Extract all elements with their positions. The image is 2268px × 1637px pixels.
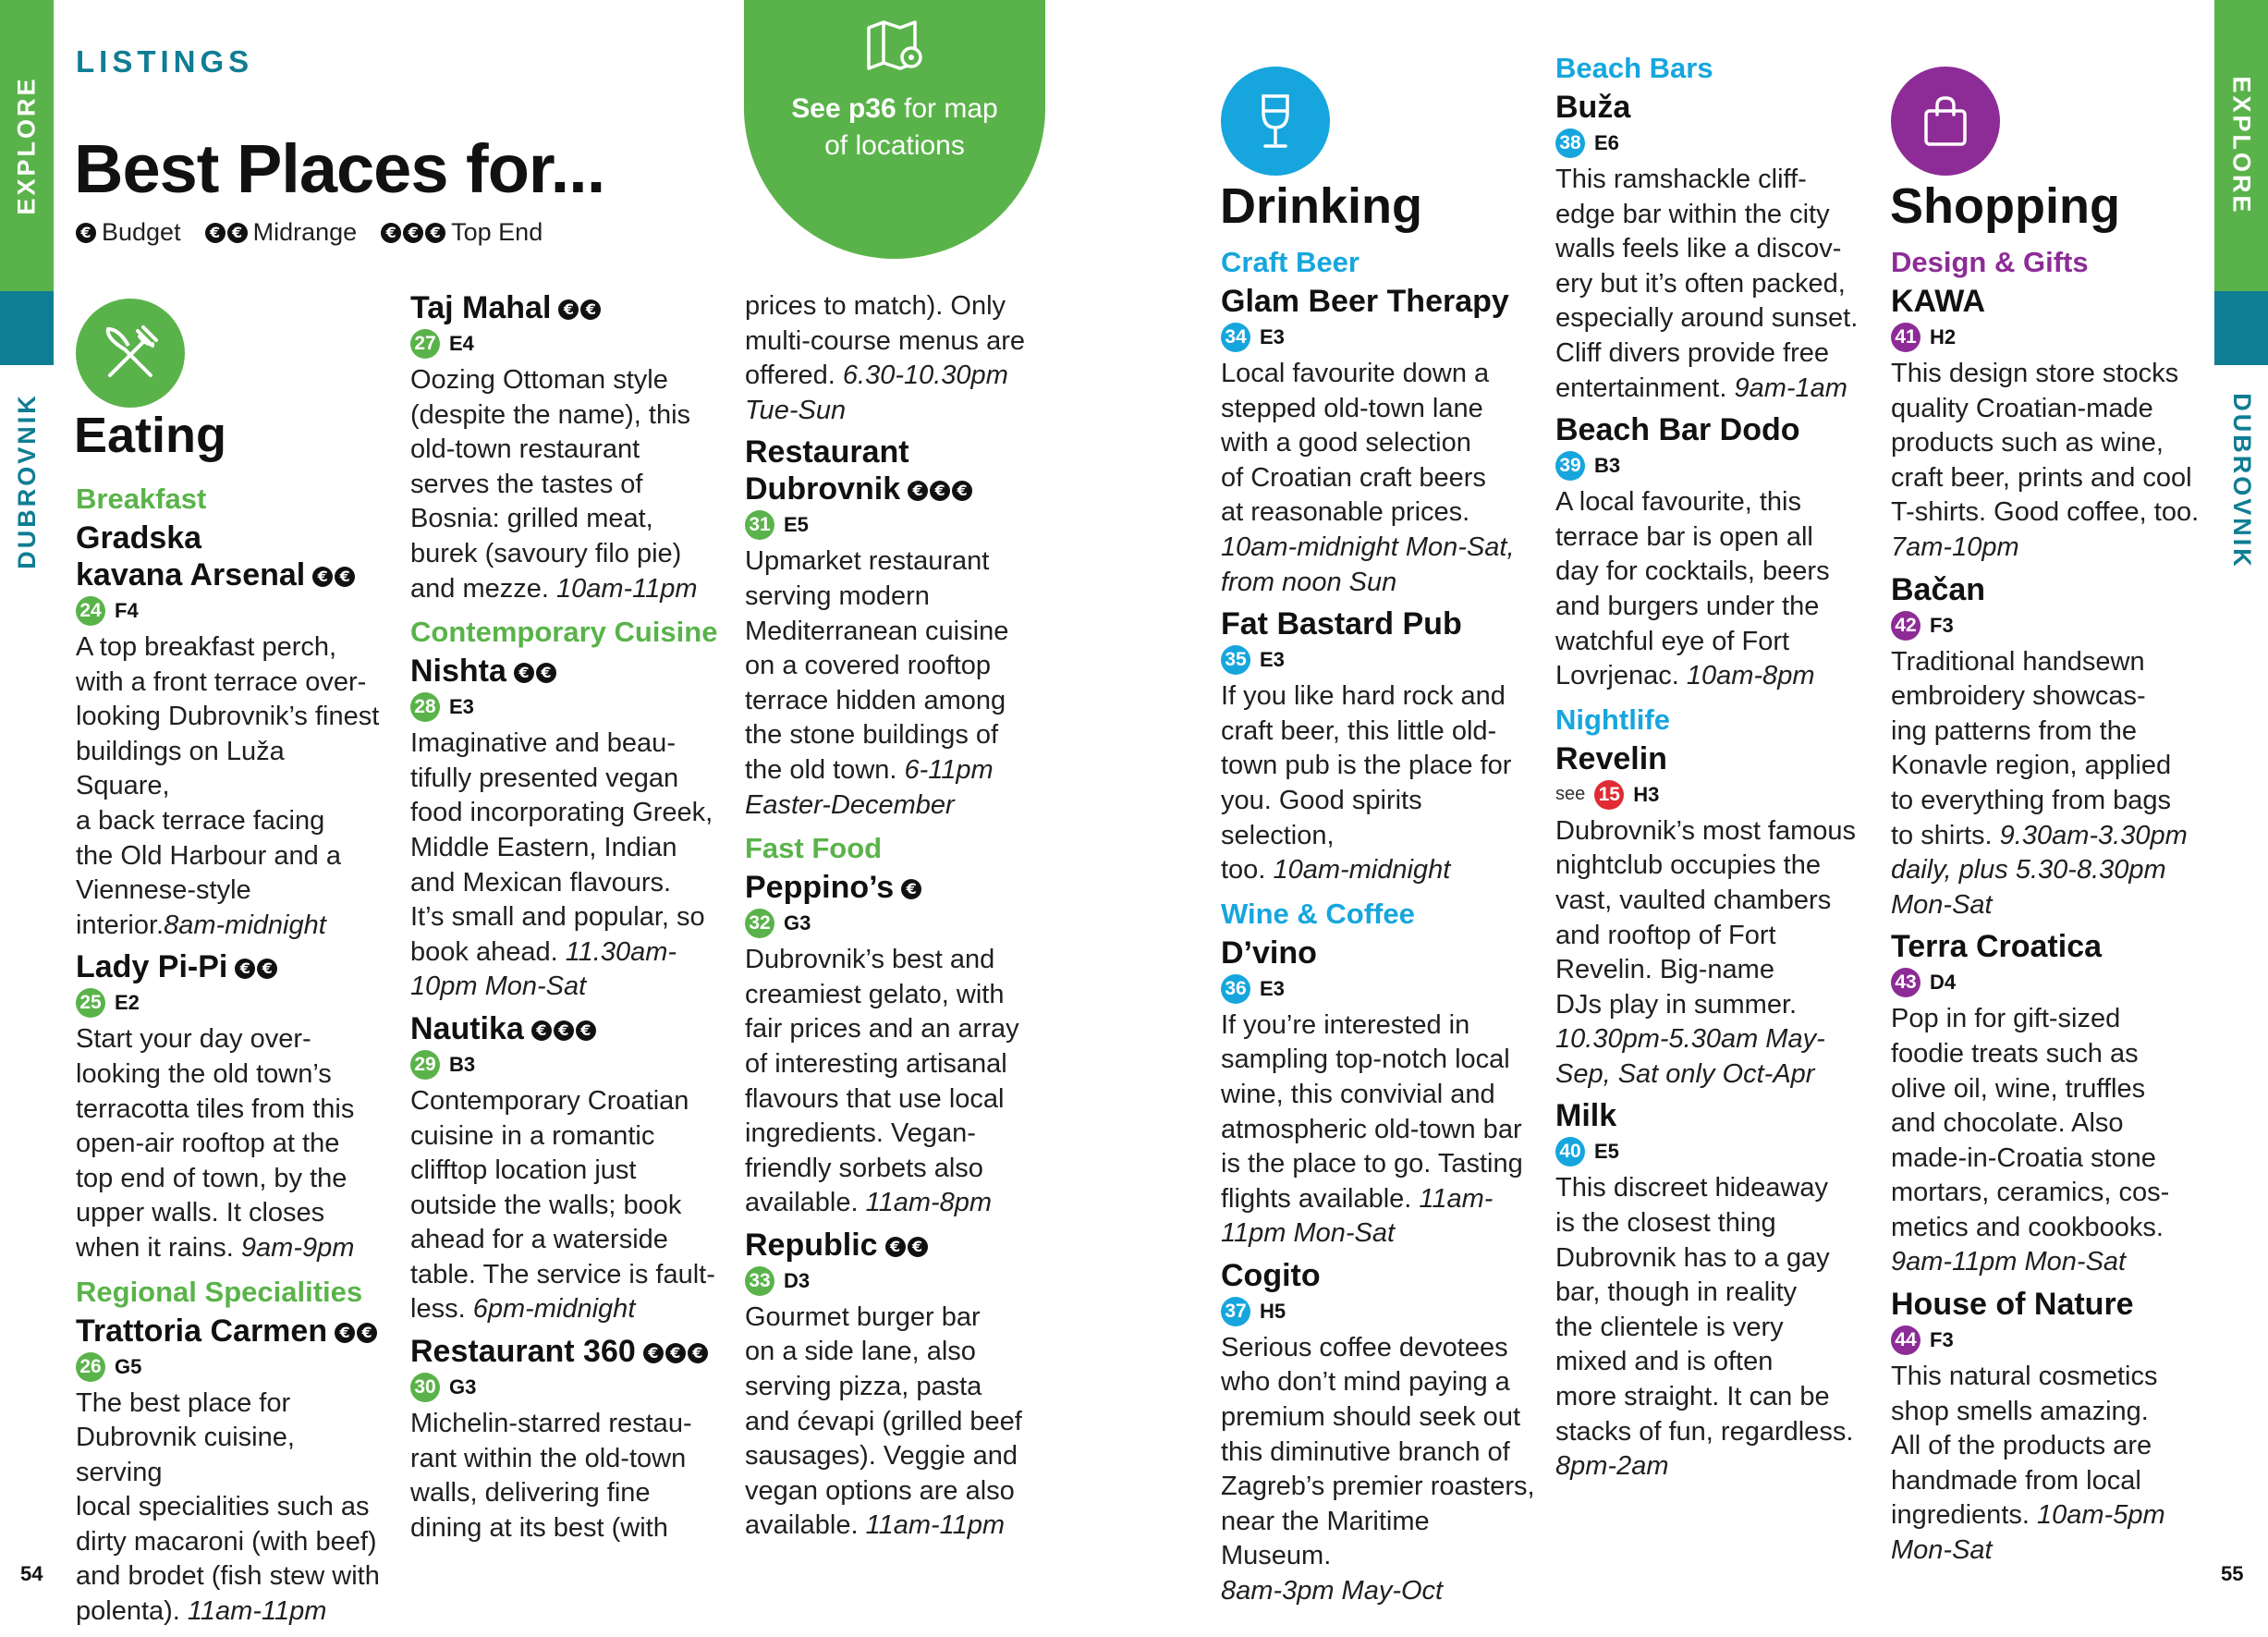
listing-name: Nautika € € € (410, 1010, 725, 1047)
legend-budget: € Budget (76, 218, 181, 247)
listing-desc: This natural cosmetics shop smells amazing. All of the products are handmade from local ingredients. 10am-5pm Mon-Sat (1891, 1362, 2165, 1566)
euro-icon: € (531, 1020, 552, 1041)
map-reference[interactable] (1891, 965, 2210, 1000)
euro-icon: € (554, 1020, 574, 1041)
listing-lady-pi-pi (76, 948, 385, 1265)
grid-ref: E3 (1260, 325, 1285, 348)
listing-nishta (410, 653, 725, 1005)
drinking-title: Drinking (1220, 178, 1423, 234)
map-number: 33 (745, 1266, 774, 1296)
listing-desc: Traditional handsewn embroidery showcas- ing patterns from the Konavle region, applied to everything from bags to shirts. 9.30am-3.30pm daily, plus 5.30-8.30pm Mon-Sat (1891, 646, 2188, 920)
price-rating (312, 567, 355, 587)
listing-name: Revelin (1555, 740, 1667, 776)
grid-ref: H2 (1930, 325, 1957, 348)
listing-kawa (1891, 283, 2210, 566)
price-rating (335, 1323, 377, 1343)
map-number: 44 (1891, 1325, 1920, 1355)
euro-icon: € (235, 959, 255, 979)
map-reference[interactable] (410, 326, 725, 361)
listing-desc: Serious coffee devotees who don’t mind paying a premium should seek out this diminutive branch of Zagreb’s premier roasters, near the Maritime Museum. 8am-3pm May-Oct (1221, 1332, 1535, 1606)
grid-ref: D4 (1930, 971, 1957, 995)
map-number: 25 (76, 988, 105, 1018)
price-rating (643, 1343, 708, 1363)
listing-name: Cogito (1221, 1257, 1321, 1293)
map-reference[interactable] (745, 906, 1050, 941)
listing-desc: This discreet hideaway is the closest thing Dubrovnik has to a gay bar, though in reality the clientele is very mixed and is often more straight. It can be stacks of fun, regardless. 8pm-2am (1555, 1173, 1854, 1482)
euro-icon: € (76, 223, 96, 243)
listing-cogito (1221, 1257, 1540, 1609)
euro-icon: € (952, 481, 972, 501)
listing-name: Peppino’s € (745, 869, 1050, 906)
euro-icon: € (580, 299, 601, 320)
euro-icon: € (901, 879, 921, 899)
map-reference[interactable] (410, 690, 725, 725)
grid-ref: B3 (1594, 454, 1621, 478)
shopping-bag-icon (1915, 91, 1976, 152)
map-reference[interactable] (76, 1350, 385, 1385)
drinking-column-1 (1221, 240, 1540, 1615)
listing-desc: Dubrovnik’s most famous nightclub occupies the vast, vaulted chambers and rooftop of Fort Revelin. Big-name DJs play in summer. 10.30pm-5.30am May- Sep, Sat only Oct-Apr (1555, 815, 1857, 1089)
grid-ref: E2 (115, 991, 140, 1015)
euro-icon: € (514, 663, 534, 683)
listing-name: Beach Bar Dodo (1555, 412, 1800, 448)
map-note-page: See p36 (791, 93, 896, 124)
grid-ref: E3 (1260, 648, 1285, 672)
category-nightlife: Nightlife (1555, 702, 1670, 736)
legend-midrange: € € Midrange (205, 218, 358, 247)
listing-name: House of Nature (1891, 1287, 2134, 1323)
map-reference[interactable] (410, 1047, 725, 1082)
price-rating (885, 1237, 928, 1257)
shopping-column (1891, 240, 2210, 1574)
euro-icon: € (312, 567, 333, 587)
eating-column-3 (745, 289, 1050, 1549)
euro-icon: € (257, 959, 277, 979)
euro-icon: € (665, 1343, 686, 1363)
listing-name: Nishta € € (410, 653, 725, 690)
explore-tab-right[interactable] (2214, 0, 2268, 291)
map-number: 36 (1221, 974, 1250, 1004)
listing-terra-croatica (1891, 928, 2210, 1280)
grid-ref: D3 (784, 1268, 811, 1292)
listing-glam-beer-therapy (1221, 283, 1540, 600)
map-number: 31 (745, 510, 774, 540)
listing-desc: Imaginative and beau- tifully presented vegan food incorporating Greek, Middle Eastern, Indian and Mexican flavours. It’s small and popular, so book ahead. 11.30am- 10pm Mon-Sat (410, 728, 713, 1002)
euro-icon: € (403, 223, 423, 243)
explore-tab-label: EXPLORE (2227, 76, 2256, 215)
map-reference[interactable] (745, 507, 1050, 543)
listing-gradska-kavana (76, 519, 385, 943)
grid-ref: E4 (449, 332, 474, 355)
page-title: Best Places for... (74, 130, 605, 207)
listing-name: D’vino (1221, 935, 1317, 971)
map-reference[interactable] (410, 1370, 725, 1405)
euro-icon: € (205, 223, 226, 243)
price-rating (531, 1020, 596, 1041)
listing-bacan (1891, 571, 2210, 923)
listing-buza (1555, 89, 1874, 406)
price-rating (908, 481, 972, 501)
grid-ref: F4 (115, 599, 139, 622)
dubrovnik-tab-right[interactable] (2214, 365, 2268, 596)
listing-trattoria-carmen (76, 1313, 385, 1630)
page-number-right: 55 (2221, 1562, 2244, 1585)
listing-restaurant-dubrovnik (745, 434, 1050, 823)
fork-knife-icon (97, 320, 164, 386)
euro-icon: € (643, 1343, 664, 1363)
map-number: 43 (1891, 968, 1920, 997)
eating-badge (76, 299, 185, 408)
city-tab-label: DUBROVNIK (2227, 392, 2256, 569)
euro-icon: € (885, 1237, 906, 1257)
listing-desc: Contemporary Croatian cuisine in a romantic clifftop location just outside the walls; book ahead for a waterside table. The service is fault- less. 6pm-midnight (410, 1085, 715, 1325)
listing-desc: Upmarket restaurant serving modern Mediterranean cuisine on a covered rooftop terrace hidden among the stone buildings of the old town. 6-11pm Easter-December (745, 546, 1009, 820)
listing-desc: If you like hard rock and craft beer, this little old- town pub is the place for you. Good spirits selection, too. 10am-midnight (1221, 681, 1512, 886)
map-reference[interactable] (1221, 971, 1540, 1007)
listing-desc: A top breakfast perch, with a front terrace over- looking Dubrovnik’s finest buildings on Luža Square, a back terrace facing the Old Harbour and a Viennese-style interior.8am-midnight (76, 632, 380, 940)
listing-name: Gradska kavana Arsenal € € (76, 519, 385, 593)
category-breakfast: Breakfast (76, 483, 207, 515)
page-number-left: 54 (20, 1562, 43, 1585)
grid-ref: F3 (1930, 613, 1954, 637)
map-number: 34 (1221, 323, 1250, 352)
eating-column-1 (76, 477, 385, 1635)
see-label: see (1555, 784, 1586, 805)
category-wine-coffee: Wine & Coffee (1221, 897, 1415, 930)
map-reference[interactable] (1891, 608, 2210, 643)
map-number: 30 (410, 1373, 440, 1402)
listing-name: Glam Beer Therapy (1221, 284, 1509, 319)
map-reference[interactable] (1221, 320, 1540, 355)
map-number: 40 (1555, 1137, 1585, 1167)
listing-name: Bačan (1891, 571, 1986, 607)
listing-taj-mahal (410, 289, 725, 606)
price-rating (558, 299, 601, 320)
euro-icon: € (381, 223, 401, 243)
listing-milk (1555, 1097, 1874, 1484)
map-reference[interactable] (1555, 777, 1874, 812)
eating-column-2 (410, 289, 725, 1551)
map-number: 28 (410, 692, 440, 722)
price-rating (235, 959, 277, 979)
map-number: 39 (1555, 451, 1585, 481)
map-note[interactable] (744, 0, 1045, 259)
map-number: 38 (1555, 128, 1585, 158)
listing-name: Taj Mahal € € (410, 289, 725, 326)
map-reference[interactable] (76, 593, 385, 629)
listing-name: KAWA (1891, 284, 1985, 319)
map-pin-icon (861, 15, 928, 81)
listing-desc: This design store stocks quality Croatian-made products such as wine, craft beer, prints and cool T-shirts. Good coffee, too. 7am-10pm (1891, 359, 2200, 562)
map-reference[interactable] (1891, 320, 2210, 355)
grid-ref: E6 (1594, 131, 1619, 154)
shopping-title: Shopping (1890, 178, 2120, 234)
map-number: 27 (410, 329, 440, 359)
listing-name: Lady Pi-Pi € € (76, 948, 385, 985)
listing-restaurant-360 (410, 1333, 725, 1545)
listing-nautika (410, 1010, 725, 1327)
map-reference[interactable] (1555, 448, 1874, 483)
grid-ref: F3 (1930, 1328, 1954, 1352)
grid-ref: B3 (449, 1052, 476, 1076)
euro-icon: € (688, 1343, 708, 1363)
city-tab-left-strip (0, 291, 54, 365)
map-reference[interactable] (745, 1264, 1050, 1299)
map-reference[interactable] (1555, 1134, 1874, 1169)
euro-icon: € (335, 567, 355, 587)
map-number: 29 (410, 1050, 440, 1080)
map-reference[interactable] (1221, 642, 1540, 678)
listing-name: Trattoria Carmen € € (76, 1313, 385, 1350)
listing-desc: A local favourite, this terrace bar is open all day for cocktails, beers and burgers under the watchful eye of Fort Lovrjenac. 10am-8pm (1555, 487, 1830, 691)
euro-icon: € (576, 1020, 596, 1041)
explore-tab-label: EXPLORE (12, 76, 41, 215)
grid-ref: E3 (449, 695, 474, 719)
listing-desc: Local favourite down a stepped old-town lane with a good selection of Croatian craft beers at reasonable prices. 10am-midnight Mon-Sat, from noon Sun (1221, 359, 1515, 597)
legend-top-end: € € € Top End (381, 218, 543, 247)
grid-ref: E3 (1260, 976, 1285, 1000)
euro-icon: € (357, 1323, 377, 1343)
map-number: 26 (76, 1352, 105, 1382)
euro-icon: € (558, 299, 579, 320)
category-design-gifts: Design & Gifts (1891, 246, 2089, 278)
map-number: 35 (1221, 645, 1250, 675)
euro-icon: € (335, 1323, 355, 1343)
listing-desc: The best place for Dubrovnik cuisine, serving local specialities such as dirty macaroni (with beef) and brodet (fish stew with polenta). 11am-11pm (76, 1387, 380, 1627)
map-number: 24 (76, 596, 105, 626)
grid-ref: G3 (784, 911, 811, 935)
euro-icon: € (227, 223, 248, 243)
listing-name: Terra Croatica (1891, 929, 2103, 965)
listing-desc: Pop in for gift-sized foodie treats such as olive oil, wine, truffles and chocolate. Also made-in-Croatia stone mortars, ceramics, cos- metics and cookbooks. 9am-11pm Mon-Sat (1891, 1004, 2170, 1277)
city-tab-label: DUBROVNIK (12, 392, 41, 569)
euro-icon: € (536, 663, 556, 683)
grid-ref: H3 (1633, 782, 1660, 806)
city-tab-right-strip (2214, 291, 2268, 365)
map-number: 41 (1891, 323, 1920, 352)
listing-desc: Start your day over- looking the old town’s terracotta tiles from this open-air rooftop at the top end of town, by the upper walls. It closes when it rains. 9am-9pm (76, 1024, 355, 1263)
shopping-badge (1891, 67, 2000, 176)
listing-desc: Gourmet burger bar on a side lane, also serving pizza, pasta and ćevapi (grilled beef sausages). Veggie and vegan options are also available. 11am-11pm (745, 1301, 1022, 1541)
listing-house-of-nature (1891, 1286, 2210, 1569)
drinking-badge (1221, 67, 1330, 176)
map-number: 42 (1891, 611, 1920, 641)
eating-title: Eating (74, 408, 227, 463)
listings-kicker: LISTINGS (76, 44, 254, 79)
listing-name: Republic € € (745, 1227, 1050, 1264)
listing-desc-part1: Michelin-starred restau- rant within the old-town walls, delivering fine dining at its best (with (410, 1409, 692, 1543)
listing-desc: If you’re interested in sampling top-notch local wine, this convivial and atmospheric old-town bar is the place to go. Tasting flights available. 11am- 11pm Mon-Sat (1221, 1009, 1523, 1249)
listing-name: Restaurant 360 € € € (410, 1333, 725, 1370)
grid-ref: E5 (1594, 1140, 1619, 1164)
euro-icon: € (425, 223, 445, 243)
price-legend (76, 218, 543, 247)
price-rating (514, 663, 556, 683)
grid-ref: H5 (1260, 1299, 1286, 1323)
listing-fat-bastard-pub (1221, 605, 1540, 888)
euro-icon: € (930, 481, 950, 501)
map-reference[interactable] (1891, 1323, 2210, 1358)
category-contemporary: Contemporary Cuisine (410, 616, 718, 649)
explore-tab-left[interactable] (0, 0, 54, 291)
dubrovnik-tab-left[interactable] (0, 365, 54, 596)
euro-icon: € (908, 481, 928, 501)
listing-revelin (1555, 740, 1874, 1093)
listing-name: Restaurant Dubrovnik € € € (745, 434, 1050, 507)
listing-beach-bar-dodo (1555, 411, 1874, 694)
category-regional: Regional Specialities (76, 1275, 363, 1308)
category-craft-beer: Craft Beer (1221, 246, 1360, 278)
listing-desc: Oozing Ottoman style (despite the name), this old-town restaurant serves the tastes of Bosnia: grilled meat, burek (savoury filo pie) and mezze. 10am-11pm (410, 365, 698, 604)
map-number: 15 (1594, 780, 1624, 810)
listing-name: Milk (1555, 1098, 1617, 1134)
map-note-text: for map (896, 93, 998, 124)
listing-peppinos (745, 869, 1050, 1221)
drinking-column-2 (1555, 46, 1874, 1490)
listing-desc-continued: prices to match). Only multi-course menus are offered. 6.30-10.30pm Tue-Sun (745, 291, 1025, 425)
grid-ref: E5 (784, 513, 809, 537)
map-reference[interactable] (1555, 126, 1874, 161)
map-reference[interactable] (1221, 1294, 1540, 1329)
map-reference[interactable] (76, 985, 385, 1020)
grid-ref: G5 (115, 1354, 142, 1378)
listing-desc: Dubrovnik’s best and creamiest gelato, with fair prices and an array of interesting artisanal flavours that use local ingredients. Vegan- friendly sorbets also available. 11am-8pm (745, 945, 1019, 1218)
category-fast-food: Fast Food (745, 832, 883, 865)
map-note-line2: of locations (824, 130, 965, 161)
listing-name: Buža (1555, 90, 1631, 125)
wine-glass-icon (1243, 89, 1308, 153)
euro-icon: € (908, 1237, 928, 1257)
listing-republic (745, 1227, 1050, 1544)
category-beach-bars: Beach Bars (1555, 52, 1713, 84)
map-number: 32 (745, 909, 774, 938)
listing-dvino (1221, 935, 1540, 1252)
grid-ref: G3 (449, 1375, 477, 1399)
price-rating (901, 879, 921, 899)
listing-name: Fat Bastard Pub (1221, 606, 1462, 642)
listing-desc: This ramshackle cliff- edge bar within the city walls feels like a discov- ery but it’s often packed, especially around sunset. Cliff divers provide free entertainment. 9am-1am (1555, 165, 1859, 403)
map-number: 37 (1221, 1297, 1250, 1326)
